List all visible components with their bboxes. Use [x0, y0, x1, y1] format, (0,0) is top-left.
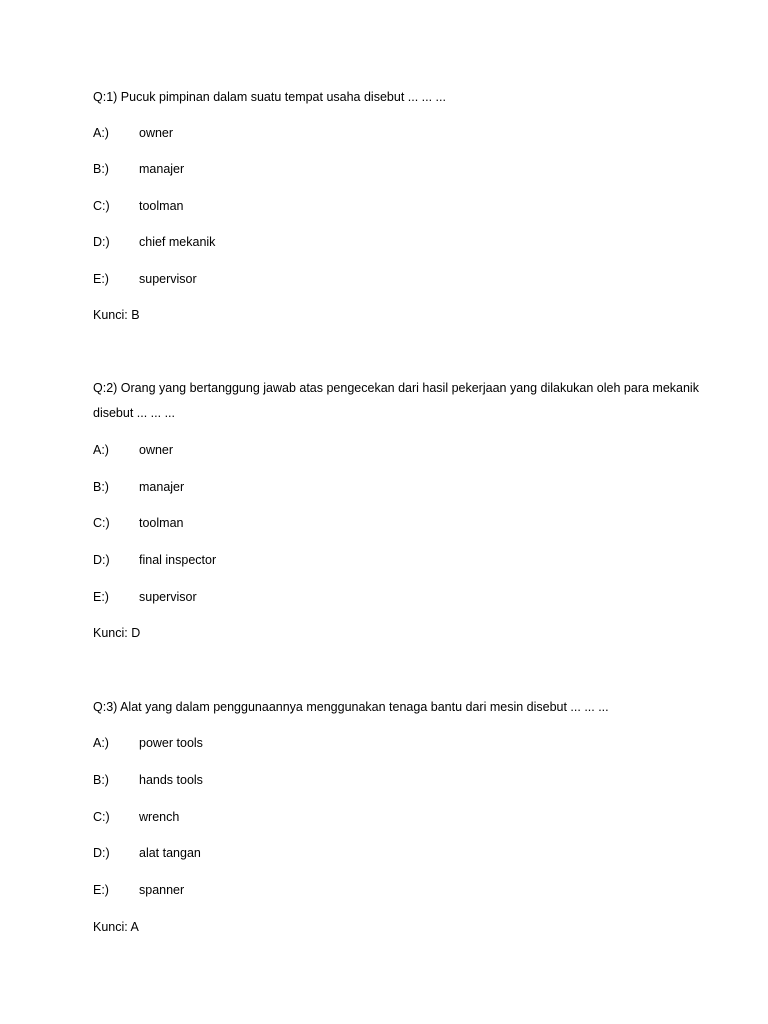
answer-key: Kunci: A	[93, 920, 139, 934]
option-text: power tools	[139, 736, 203, 750]
option-text: supervisor	[139, 590, 197, 604]
option-letter: A:)	[93, 443, 109, 457]
answer-key: Kunci: D	[93, 626, 141, 640]
option-text: hands tools	[139, 773, 203, 787]
option-text: owner	[139, 126, 174, 140]
option-text: manajer	[139, 480, 185, 494]
option-letter: D:)	[93, 235, 110, 249]
option-text: supervisor	[139, 272, 197, 286]
option-text: wrench	[139, 810, 180, 824]
option-letter: C:)	[93, 810, 110, 824]
question-text: Q:3) Alat yang dalam penggunaannya menggunakan tenaga bantu dari mesin disebut ... ... ...	[93, 700, 609, 714]
option-letter: D:)	[93, 553, 110, 567]
option-text: owner	[139, 443, 174, 457]
option-letter: D:)	[93, 846, 110, 860]
option-letter: E:)	[93, 883, 109, 897]
option-letter: C:)	[93, 516, 110, 530]
option-text: alat tangan	[139, 846, 201, 860]
option-letter: E:)	[93, 590, 109, 604]
answer-key: Kunci: B	[93, 308, 140, 322]
option-text: manajer	[139, 162, 185, 176]
question-text-continued: disebut ... ... ...	[93, 406, 175, 420]
option-letter: E:)	[93, 272, 109, 286]
question-text: Q:1) Pucuk pimpinan dalam suatu tempat usaha disebut ... ... ...	[93, 90, 446, 104]
option-text: toolman	[139, 199, 184, 213]
question-text: Q:2) Orang yang bertanggung jawab atas pengecekan dari hasil pekerjaan yang dilakukan oleh para mekanik	[93, 381, 699, 395]
option-letter: B:)	[93, 773, 109, 787]
option-text: toolman	[139, 516, 184, 530]
option-letter: A:)	[93, 126, 109, 140]
option-letter: B:)	[93, 480, 109, 494]
option-letter: A:)	[93, 736, 109, 750]
option-text: chief mekanik	[139, 235, 216, 249]
option-text: final inspector	[139, 553, 217, 567]
option-letter: C:)	[93, 199, 110, 213]
option-text: spanner	[139, 883, 185, 897]
option-letter: B:)	[93, 162, 109, 176]
